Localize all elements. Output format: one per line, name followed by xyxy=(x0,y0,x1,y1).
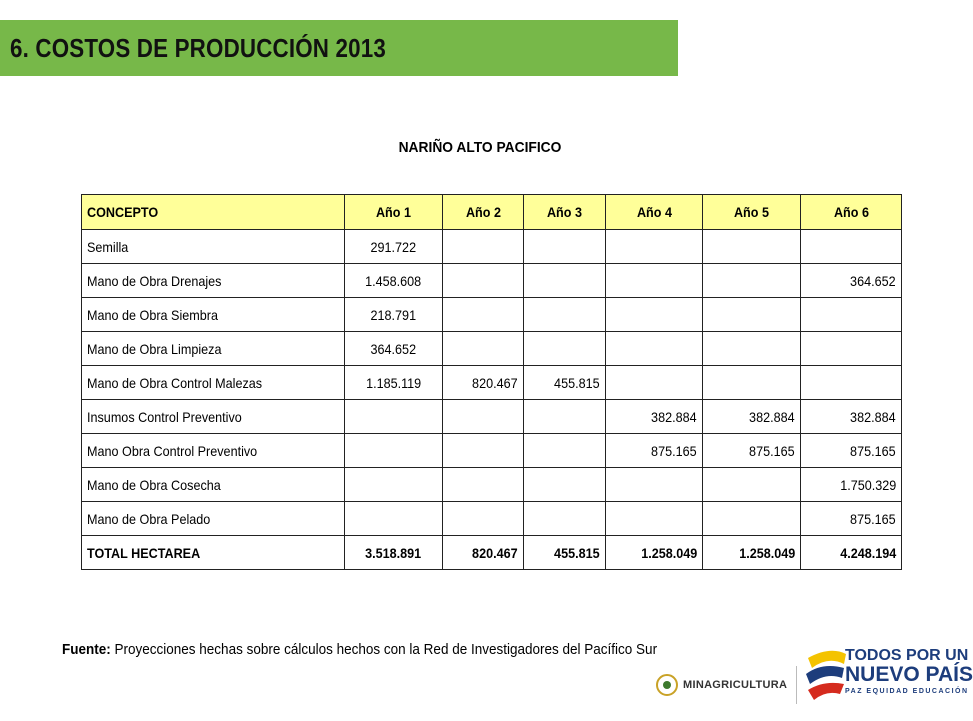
table-row xyxy=(82,332,902,366)
source-footnote xyxy=(62,641,657,658)
concept-cell: Mano de Obra Limpieza xyxy=(82,332,345,366)
value-cell-year-1 xyxy=(345,502,443,536)
value-cell-year-5: 382.884 xyxy=(703,400,801,434)
colombia-seal-icon xyxy=(656,674,678,696)
value-cell-year-4 xyxy=(606,264,703,298)
title-bar xyxy=(0,20,678,76)
value-cell-year-2 xyxy=(443,468,524,502)
concept-cell: Semilla xyxy=(82,230,345,264)
value-cell-year-6 xyxy=(801,366,902,400)
footnote-label: Fuente: xyxy=(62,641,111,658)
concept-cell: Mano Obra Control Preventivo xyxy=(82,434,345,468)
campaign-line-2: NUEVO PAÍS xyxy=(845,663,973,686)
campaign-line-1: TODOS POR UN xyxy=(845,647,969,664)
value-cell-year-3 xyxy=(524,502,606,536)
header-year-1: Año 1 xyxy=(345,195,443,230)
value-cell-year-6: 875.165 xyxy=(801,434,902,468)
table-row xyxy=(82,230,902,264)
value-cell-year-2 xyxy=(443,264,524,298)
value-cell-year-5 xyxy=(703,468,801,502)
value-cell-year-3 xyxy=(524,298,606,332)
value-cell-year-4: 1.258.049 xyxy=(606,536,703,570)
slide-title: 6. COSTOS DE PRODUCCIÓN 2013 xyxy=(10,33,386,63)
value-cell-year-6: 875.165 xyxy=(801,502,902,536)
concept-cell: Mano de Obra Control Malezas xyxy=(82,366,345,400)
value-cell-year-3 xyxy=(524,332,606,366)
concept-cell: TOTAL HECTAREA xyxy=(82,536,345,570)
table-row xyxy=(82,366,902,400)
value-cell-year-3: 455.815 xyxy=(524,366,606,400)
value-cell-year-3 xyxy=(524,434,606,468)
value-cell-year-6: 1.750.329 xyxy=(801,468,902,502)
value-cell-year-1: 1.458.608 xyxy=(345,264,443,298)
value-cell-year-4: 875.165 xyxy=(606,434,703,468)
campaign-line-3: PAZ EQUIDAD EDUCACIÓN xyxy=(845,688,969,695)
todos-por-un-nuevo-pais-logo xyxy=(800,640,973,716)
value-cell-year-5 xyxy=(703,332,801,366)
value-cell-year-6: 364.652 xyxy=(801,264,902,298)
value-cell-year-5: 875.165 xyxy=(703,434,801,468)
value-cell-year-4 xyxy=(606,502,703,536)
concept-cell: Insumos Control Preventivo xyxy=(82,400,345,434)
value-cell-year-1: 364.652 xyxy=(345,332,443,366)
value-cell-year-3 xyxy=(524,264,606,298)
table-row xyxy=(82,502,902,536)
header-year-2: Año 2 xyxy=(443,195,524,230)
concept-cell: Mano de Obra Cosecha xyxy=(82,468,345,502)
flag-swoosh-icon xyxy=(800,640,850,716)
header-year-3: Año 3 xyxy=(524,195,606,230)
concept-cell: Mano de Obra Siembra xyxy=(82,298,345,332)
value-cell-year-5 xyxy=(703,264,801,298)
table-header-row xyxy=(82,195,902,230)
value-cell-year-5 xyxy=(703,230,801,264)
table-row xyxy=(82,400,902,434)
value-cell-year-2: 820.467 xyxy=(443,366,524,400)
value-cell-year-1: 1.185.119 xyxy=(345,366,443,400)
value-cell-year-2 xyxy=(443,230,524,264)
concept-cell: Mano de Obra Pelado xyxy=(82,502,345,536)
value-cell-year-3: 455.815 xyxy=(524,536,606,570)
value-cell-year-2: 820.467 xyxy=(443,536,524,570)
value-cell-year-5: 1.258.049 xyxy=(703,536,801,570)
value-cell-year-4 xyxy=(606,298,703,332)
value-cell-year-5 xyxy=(703,366,801,400)
value-cell-year-1 xyxy=(345,468,443,502)
table-row xyxy=(82,264,902,298)
value-cell-year-6 xyxy=(801,332,902,366)
value-cell-year-4 xyxy=(606,332,703,366)
footnote-text: Proyecciones hechas sobre cálculos hechos con la Red de Investigadores del Pacífico Sur xyxy=(110,641,658,658)
value-cell-year-1: 3.518.891 xyxy=(345,536,443,570)
value-cell-year-3 xyxy=(524,400,606,434)
value-cell-year-2 xyxy=(443,332,524,366)
value-cell-year-4: 382.884 xyxy=(606,400,703,434)
value-cell-year-6 xyxy=(801,298,902,332)
minagricultura-logo xyxy=(656,666,797,704)
value-cell-year-3 xyxy=(524,468,606,502)
value-cell-year-2 xyxy=(443,502,524,536)
table-body xyxy=(82,230,902,570)
cost-table xyxy=(81,194,902,570)
value-cell-year-4 xyxy=(606,230,703,264)
value-cell-year-6: 382.884 xyxy=(801,400,902,434)
value-cell-year-2 xyxy=(443,434,524,468)
value-cell-year-1: 291.722 xyxy=(345,230,443,264)
value-cell-year-3 xyxy=(524,230,606,264)
total-row xyxy=(82,536,902,570)
value-cell-year-4 xyxy=(606,468,703,502)
header-year-6: Año 6 xyxy=(801,195,902,230)
value-cell-year-5 xyxy=(703,502,801,536)
value-cell-year-6: 4.248.194 xyxy=(801,536,902,570)
value-cell-year-2 xyxy=(443,298,524,332)
value-cell-year-4 xyxy=(606,366,703,400)
table-row xyxy=(82,468,902,502)
header-concepto: CONCEPTO xyxy=(82,195,345,230)
ministry-name: MINAGRICULTURA xyxy=(683,679,788,691)
table-row xyxy=(82,434,902,468)
header-year-5: Año 5 xyxy=(703,195,801,230)
concept-cell: Mano de Obra Drenajes xyxy=(82,264,345,298)
table-row xyxy=(82,298,902,332)
value-cell-year-6 xyxy=(801,230,902,264)
value-cell-year-5 xyxy=(703,298,801,332)
value-cell-year-1 xyxy=(345,400,443,434)
value-cell-year-2 xyxy=(443,400,524,434)
value-cell-year-1 xyxy=(345,434,443,468)
value-cell-year-1: 218.791 xyxy=(345,298,443,332)
header-year-4: Año 4 xyxy=(606,195,703,230)
table-subtitle: NARIÑO ALTO PACIFICO xyxy=(398,139,562,156)
